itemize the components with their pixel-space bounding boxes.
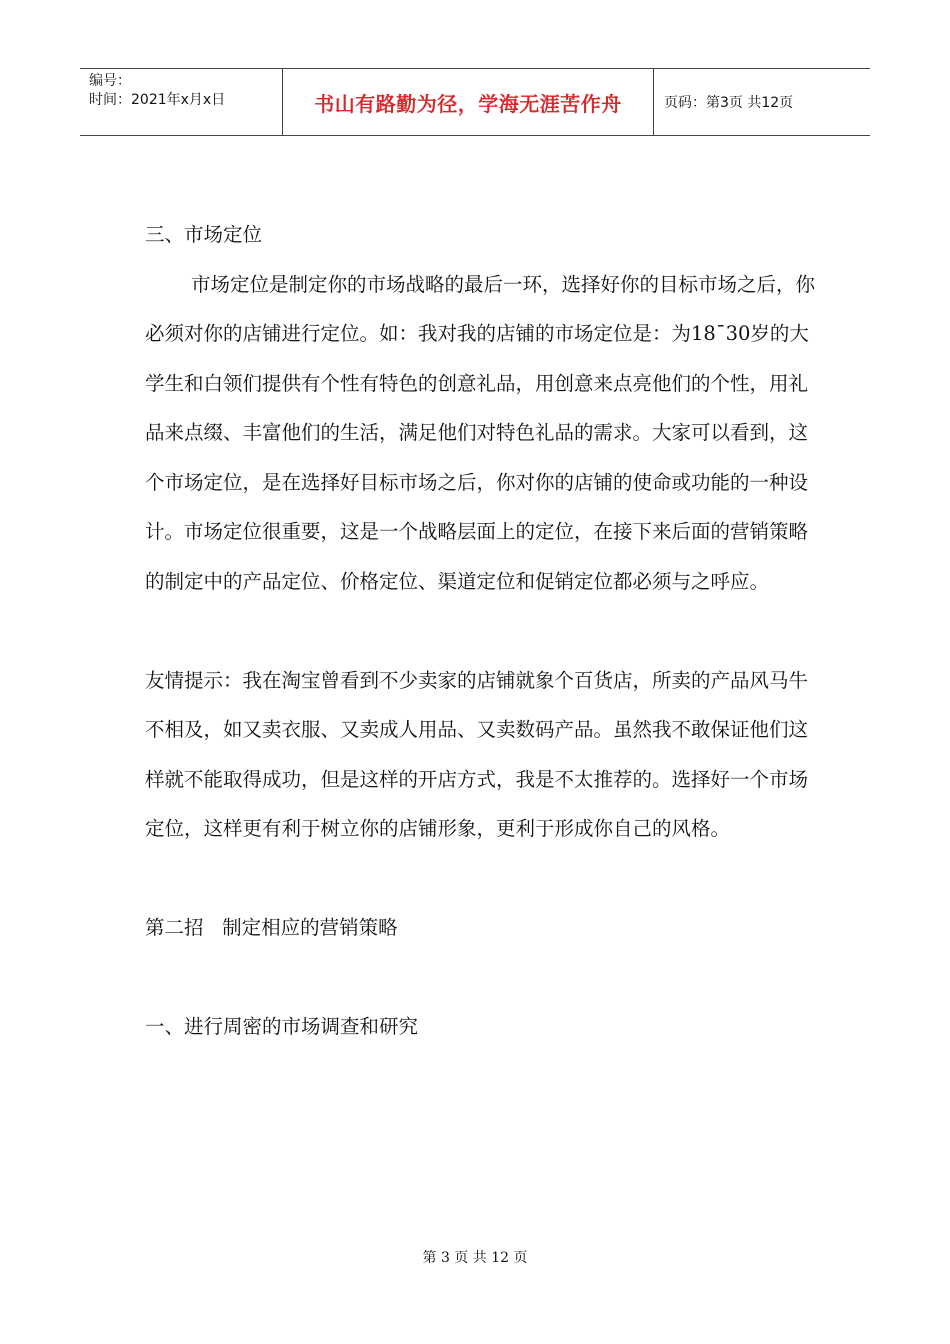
paragraph-spacer xyxy=(145,953,825,1003)
section-title: 三、市场定位 xyxy=(145,223,263,246)
document-number-label: 编号： xyxy=(89,73,131,89)
header-meta-cell xyxy=(80,69,282,135)
body-paragraph: 市场定位是制定你的市场战略的最后一环，选择好你的目标市场之后，你必须对你的店铺进行定位。如：我对我的店铺的市场定位是：为18¯30岁的大学生和白领们提供有个性有特色的创意礼品，用创意来点亮他们的个性，用礼品来点缀、丰富他们的生活，满足他们对特色礼品的需求。大家可以看到，这个市场定位，是在选择好目标市场之后，你对你的店铺的使命或功能的一种设计。市场定位很重要，这是一个战略层面上的定位，在接下来后面的营销策略的制定中的产品定位、价格定位、渠道定位和促销定位都必须与之呼应。 xyxy=(145,272,816,593)
header-page-info: 页码：第3页 共12页 xyxy=(664,95,794,111)
header-motto-cell xyxy=(282,69,654,135)
document-time-label: 时间：2021年x月x日 xyxy=(89,92,226,108)
header-motto: 书山有路勤为径，学海无涯苦作舟 xyxy=(314,91,622,116)
chapter-title: 第二招 制定相应的营销策略 xyxy=(145,916,398,939)
tip-paragraph: 友情提示：我在淘宝曾看到不少卖家的店铺就象个百货店，所卖的产品风马牛不相及，如又卖衣服、又卖成人用品、又卖数码产品。虽然我不敢保证他们这样就不能取得成功，但是这样的开店方式，我是不太推荐的。选择好一个市场定位，这样更有利于树立你的店铺形象，更利于形成你自己的风格。 xyxy=(145,668,809,840)
subsection-title: 一、进行周密的市场调查和研究 xyxy=(145,1015,419,1038)
paragraph-spacer xyxy=(145,606,825,656)
paragraph-spacer xyxy=(145,854,825,904)
header-page-cell xyxy=(654,69,870,135)
page-header xyxy=(80,68,870,136)
document-body xyxy=(145,210,825,1052)
page-footer: 第 3 页 共 12 页 xyxy=(422,1250,528,1266)
